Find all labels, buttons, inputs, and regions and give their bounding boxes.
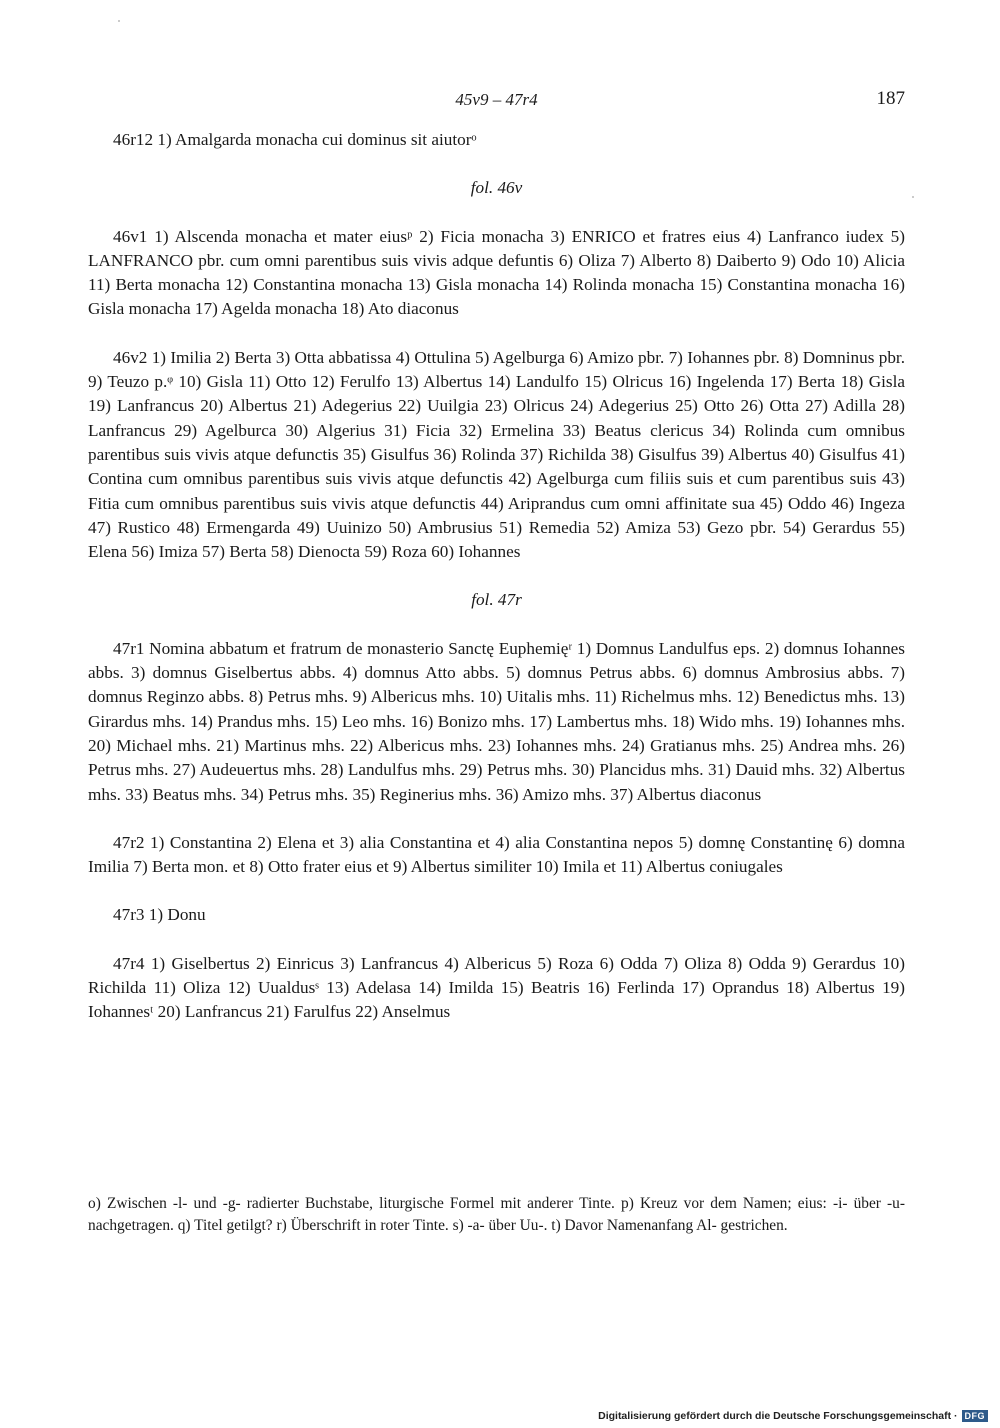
footnotes [88, 1193, 905, 1237]
folio-heading-47r: fol. 47r [471, 590, 522, 610]
running-title: 45v9 – 47r4 [455, 90, 538, 109]
footnote-text: o) Zwischen -l- und -g- radierter Buchstabe, liturgische Formel mit anderer Tinte. p) Kreuz vor dem Namen; eius: -i- über -u- nachgetragen. q) Titel getilgt? r) Überschrift in roter Tinte. s) -a- über Uu-. t) Davor Namenanfang Al- gestrichen. [88, 1195, 905, 1234]
scan-speck [912, 196, 914, 198]
entry-47r1: 47r1 Nomina abbatum et fratrum de monasterio Sanctę Euphemięʳ 1) Domnus Landulfus eps. 2) domnus Iohannes abbs. 3) domnus Giselbertus abbs. 4) domnus Atto abbs. 5) domnus Petrus abbs. 6) domnus Ambrosius abbs. 7) domnus Reginzo abbs. 8) Petrus mhs. 9) Albericus mhs. 10) Uitalis mhs. 11) Richelmus mhs. 12) Benedictus mhs. 13) Girardus mhs. 14) Prandus mhs. 15) Leo mhs. 16) Bonizo mhs. 17) Lambertus mhs. 18) Wido mhs. 19) Iohannes mhs. 20) Michael mhs. 21) Martinus mhs. 22) Albericus mhs. 23) Iohannes mhs. 24) Gratianus mhs. 25) Andrea mhs. 26) Petrus mhs. 27) Audeuertus mhs. 28) Landulfus mhs. 29) Petrus mhs. 30) Plancidus mhs. 31) Dauid mhs. 32) Albertus mhs. 33) Beatus mhs. 34) Petrus mhs. 35) Reginerius mhs. 36) Amizo mhs. 37) Albertus diaconus [88, 638, 905, 804]
running-head [88, 88, 905, 114]
page-number: 187 [876, 88, 905, 109]
entry-46v2: 46v2 1) Imilia 2) Berta 3) Otta abbatissa 4) Ottulina 5) Agelburga 6) Amizo pbr. 7) Iohannes pbr. 8) Domninus pbr. 9) Teuzo p.ᵠ 10) Gisla 11) Otto 12) Ferulfo 13) Albertus 14) Landulfo 15) Olricus 16) Ingelenda 17) Berta 18) Gisla 19) Lanfrancus 20) Albertus 21) Adegerius 22) Uuilgia 23) Olricus 24) Adegerius 25) Otto 26) Otta 27) Adilla 28) Lanfrancus 29) Agelburca 30) Algerius 31) Ficia 32) Ermelina 33) Beatus clericus 34) Rolinda cum omnibus parentibus suis vivis atque defunctis 35) Gisulfus 36) Rolinda 37) Richilda 38) Gisulfus 39) Albertus 40) Gisulfus 41) Contina cum omnibus parentibus suis vivis atque defunctis 42) Agelburga cum filiis suis et cum parentibus suis 43) Fitia cum omnibus parentibus suis vivis atque defunctis 44) Ariprandus cum omni affinitate sua 45) Oddo 46) Ingeza 47) Rustico 48) Ermengarda 49) Uuinizo 50) Ambrusius 51) Remedia 52) Amiza 53) Gezo pbr. 54) Gerardus 55) Elena 56) Imiza 57) Berta 58) Dienocta 59) Roza 60) Iohannes [88, 347, 905, 562]
entry-47r4: 47r4 1) Giselbertus 2) Einricus 3) Lanfrancus 4) Albericus 5) Roza 6) Odda 7) Oliza 8) Odda 9) Gerardus 10) Richilda 11) Oliza 12) Uualdusˢ 13) Adelasa 14) Imilda 15) Beatris 16) Ferlinda 17) Oprandus 18) Albertus 19) Iohannesᵗ 20) Lanfrancus 21) Farulfus 22) Anselmus [88, 953, 905, 1022]
dfg-logo: DFG [962, 1410, 989, 1422]
folio-heading-46v: fol. 46v [470, 178, 523, 198]
body-text [88, 128, 905, 1025]
digitization-credit [598, 1410, 988, 1422]
entry-47r3: 47r3 1) Donu [113, 905, 206, 925]
entry-47r2: 47r2 1) Constantina 2) Elena et 3) alia Constantina et 4) alia Constantina nepos 5) domnę Constantinę 6) domna Imilia 7) Berta mon. et 8) Otto frater eius et 9) Albertus similiter 10) Imila et 11) Albertus coniugales [88, 832, 905, 877]
credit-text: Digitalisierung gefördert durch die Deutsche Forschungsgemeinschaft · [598, 1410, 958, 1422]
entry-46r12: 46r12 1) Amalgarda monacha cui dominus sit aiutorᵒ [113, 130, 477, 149]
scan-speck [118, 20, 120, 22]
entry-46v1: 46v1 1) Alscenda monacha et mater eiusᵖ 2) Ficia monacha 3) ENRICO et fratres eius 4) Lanfranco iudex 5) LANFRANCO pbr. cum omni parentibus suis vivis adque defuntis 6) Oliza 7) Alberto 8) Daiberto 9) Odo 10) Alicia 11) Berta monacha 12) Constantina monacha 13) Gisla monacha 14) Rolinda monacha 15) Constantina monacha 16) Gisla monacha 17) Agelda monacha 18) Ato diaconus [88, 226, 905, 319]
